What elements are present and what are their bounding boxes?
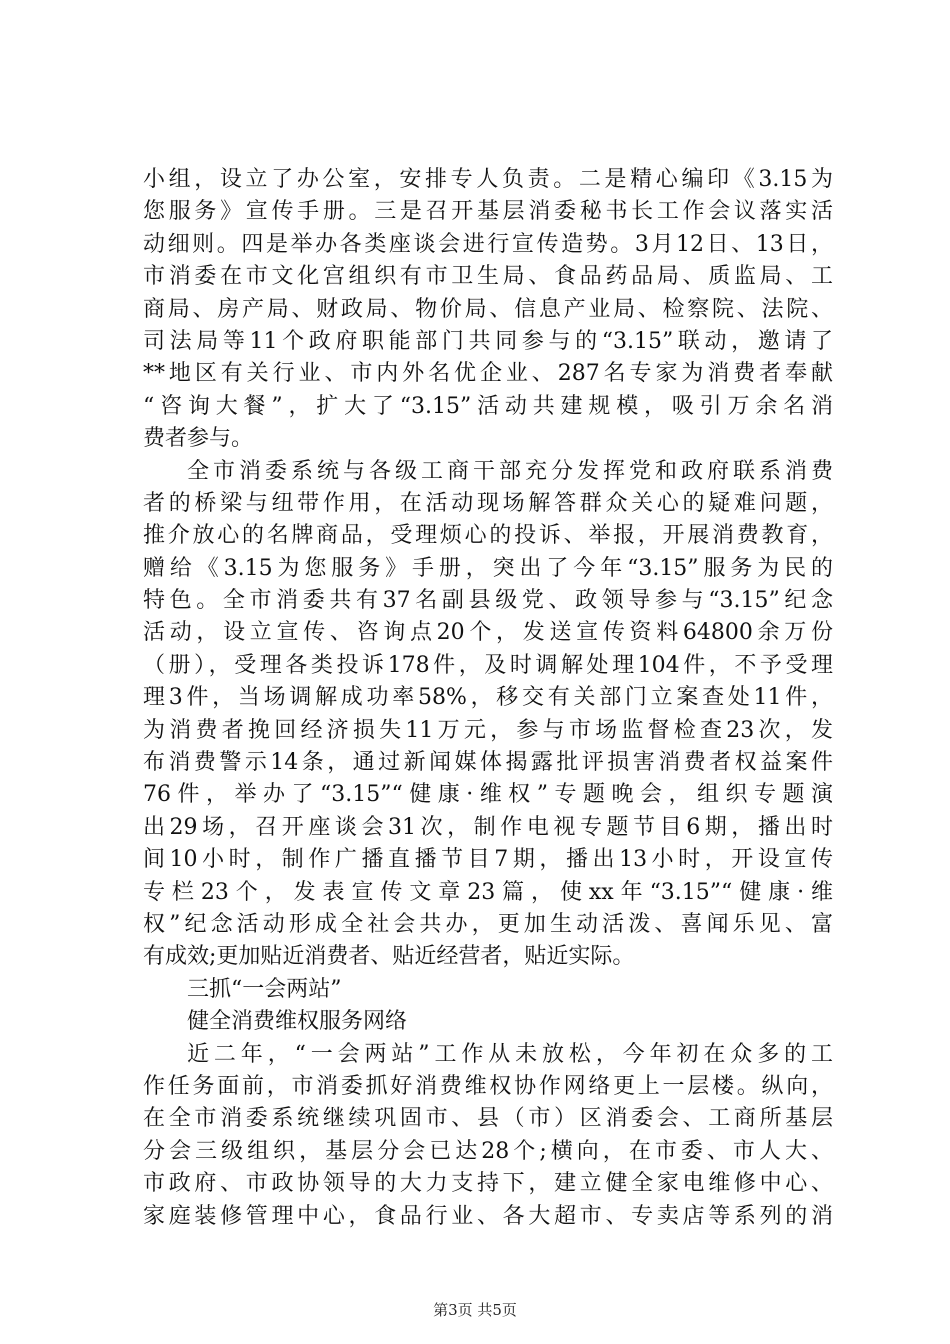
text-line: 76件，举办了“3.15”“健康·维权”专题晚会，组织专题演: [143, 782, 833, 808]
text-line: 三抓“一会两站”: [187, 976, 342, 1002]
text-line: 动细则。四是举办各类座谈会进行宣传造势。3月12日、13日，: [143, 231, 833, 257]
text-line: 市消委在市文化宫组织有市卫生局、食品药品局、质监局、工: [143, 264, 833, 290]
text-line: （册），受理各类投诉178件，及时调解处理104件，不予受理: [143, 652, 833, 678]
text-line: “咨询大餐”，扩大了“3.15”活动共建规模，吸引万余名消: [143, 393, 833, 419]
text-line: 特色。全市消委共有37名副县级党、政领导参与“3.15”纪念: [143, 588, 833, 614]
text-line: 为消费者挽回经济损失11万元，参与市场监督检查23次，发: [143, 717, 833, 743]
text-line: 赠给《3.15为您服务》手册，突出了今年“3.15”服务为民的: [143, 555, 833, 581]
text-line: 家庭装修管理中心，食品行业、各大超市、专卖店等系列的消: [143, 1203, 833, 1229]
text-line: 您服务》宣传手册。三是召开基层消委秘书长工作会议落实活: [143, 199, 833, 225]
text-line: **地区有关行业、市内外名优企业、287名专家为消费者奉献: [143, 361, 833, 387]
document-body: [143, 164, 833, 1233]
text-line: 商局、房产局、财政局、物价局、信息产业局、检察院、法院、: [143, 296, 833, 322]
text-line: 在全市消委系统继续巩固市、县（市）区消委会、工商所基层: [143, 1106, 833, 1132]
text-line: 司法局等11个政府职能部门共同参与的“3.15”联动，邀请了: [143, 328, 833, 354]
text-line: 者的桥梁与纽带作用，在活动现场解答群众关心的疑难问题，: [143, 490, 833, 516]
text-line: 布消费警示14条，通过新闻媒体揭露批评损害消费者权益案件: [143, 750, 833, 776]
text-line: 有成效;更加贴近消费者、贴近经营者，贴近实际。: [143, 944, 635, 970]
text-line: 全市消委系统与各级工商干部充分发挥党和政府联系消费: [187, 458, 833, 484]
text-line: 推介放心的名牌商品，受理烦心的投诉、举报，开展消费教育，: [143, 523, 833, 549]
text-line: 小组，设立了办公室，安排专人负责。二是精心编印《3.15为: [143, 167, 833, 192]
text-line: 权”纪念活动形成全社会共办，更加生动活泼、喜闻乐见、富: [143, 911, 833, 937]
text-line: 理3件，当场调解成功率58%，移交有关部门立案查处11件，: [143, 685, 833, 711]
text-line: 近二年，“一会两站”工作从未放松，今年初在众多的工: [187, 1041, 833, 1067]
text-line: 出29场，召开座谈会31次，制作电视专题节目6期，播出时: [143, 814, 833, 840]
text-line: 分会三级组织，基层分会已达28个;横向，在市委、市人大、: [143, 1138, 833, 1164]
page-footer: 第3页 共5页: [433, 1301, 517, 1319]
text-line: 市政府、市政协领导的大力支持下，建立健全家电维修中心、: [143, 1171, 833, 1197]
text-line: 费者参与。: [143, 426, 254, 452]
text-line: 作任务面前，市消委抓好消费维权协作网络更上一层楼。纵向，: [143, 1073, 833, 1099]
text-line: 间10小时，制作广播直播节目7期，播出13小时，开设宣传: [143, 847, 833, 873]
text-line: 专栏23个，发表宣传文章23篇，使xx年“3.15”“健康·维: [143, 879, 833, 905]
text-line: 健全消费维权服务网络: [187, 1009, 408, 1035]
text-line: 活动，设立宣传、咨询点20个，发送宣传资料64800余万份: [143, 620, 833, 646]
